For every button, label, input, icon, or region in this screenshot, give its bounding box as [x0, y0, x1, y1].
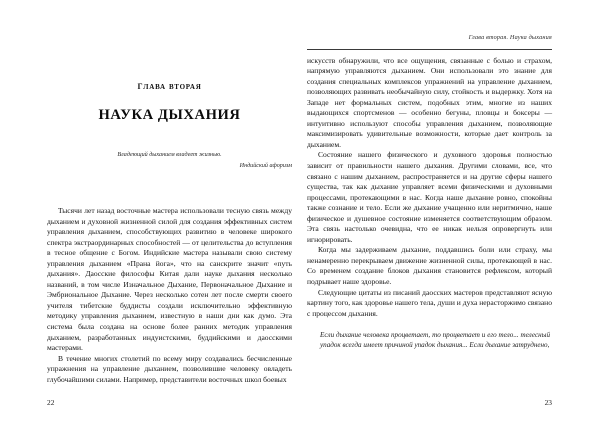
left-page-body: [47, 206, 292, 385]
paragraph: Тысячи лет назад восточные мастера использовали тесную связь между дыханием и духовной жизненной силой для создания эффективных систем управления дыханием, способствующих развитию в человеке широкого спектра экстраординарных способностей — от целительства до вступления в тесное общение с Богом. Индийские мастера называли свою систему управления дыханием «Прана йога», что на санскрите значит «путь дыхания». Даосские философы Китая дали науке дыхания несколько названий, в том числе Изначальное Дыхание, Первоначальное Дыхание и Эмбриональное Дыхание. Через несколько сотен лет после смерти своего учителя тибетские буддисты создали исключительно эффективную методику управления дыханием, известную в наши дни как думо. Эта система была создана на основе более ранних методик управления дыханием, разработанных индуистскими, буддийскими и даосскими мастерами.: [47, 206, 292, 353]
block-quotation-text: Если дыхание человека процветает, то процветает и его тело... телесный упадок всегда имеет причиной упадок дыхания... Если дыхание затруднено,: [320, 331, 550, 350]
epigraph-source: Индийский афоризм: [239, 162, 292, 169]
paragraph: Состояние нашего физического и духовного здоровья полностью зависит от правильности нашего дыхания. Другими словами, все, что связано с нашим дыханием, распространяется и на другие сферы нашего существа, так как дыхание управляет всеми физическими и духовными процессами, протекающими в нас. Когда наше дыхание ровно, спокойны также сознание и тело. Если же дыхание учащенно или неритмично, наше физическое и душевное состояние изменяется соответствующим образом. Эта связь настолько очевидна, что ее никак нельзя опровергнуть или игнорировать.: [307, 150, 552, 244]
epigraph-quote: Владеющий дыханием владеет жизнью.: [117, 152, 222, 158]
paragraph: Следующие цитаты из писаний даосских мастеров представляют ясную картину того, как здоровье нашего тела, души и духа нерасторжимо связано с процессом дыхания.: [307, 287, 552, 318]
running-head-rule: [307, 49, 552, 50]
paragraph: искусств обнаружили, что все ощущения, связанные с болью и страхом, напрямую управляются дыханием. Они использовали это знание для создания специальных комплексов упражнений на управление дыханием, позволяющих развивать необычайную силу, стойкость и выдержку. Хотя на Западе нет формальных систем, подобных этим, многие из наших выдающихся спортсменов — особенно бегуны, пловцы и боксеры — интуитивно используют способы управления дыханием, позволяющие максимизировать удивительные возможности, которые дает контроль за дыханием.: [307, 55, 552, 149]
right-page: [300, 0, 600, 424]
right-page-body: [307, 56, 552, 320]
block-quotation: [307, 330, 552, 351]
page-number-left: 22: [47, 398, 55, 407]
chapter-head-spacer: [47, 0, 292, 79]
chapter-title: НАУКА ДЫХАНИЯ: [98, 107, 241, 123]
page-number-right: 23: [544, 398, 552, 407]
chapter-label: глава вторая: [137, 79, 202, 92]
epigraph: [47, 151, 292, 171]
running-head: Глава вторая. Наука дыхания: [468, 34, 552, 41]
paragraph: Когда мы задерживаем дыхание, поддавшись боли или страху, мы ненамеренно перекрываем движение жизненной силы, протекающей в нас. Со временем создание блоков дыхания становится рефлексом, который подрывает наше здоровье.: [307, 245, 552, 286]
paragraph: В течение многих столетий по всему миру создавались бесчисленные упражнения на управление дыханием, позволившие человеку овладеть глубочайшими силами. Например, представители восточных школ боевых: [47, 353, 292, 384]
